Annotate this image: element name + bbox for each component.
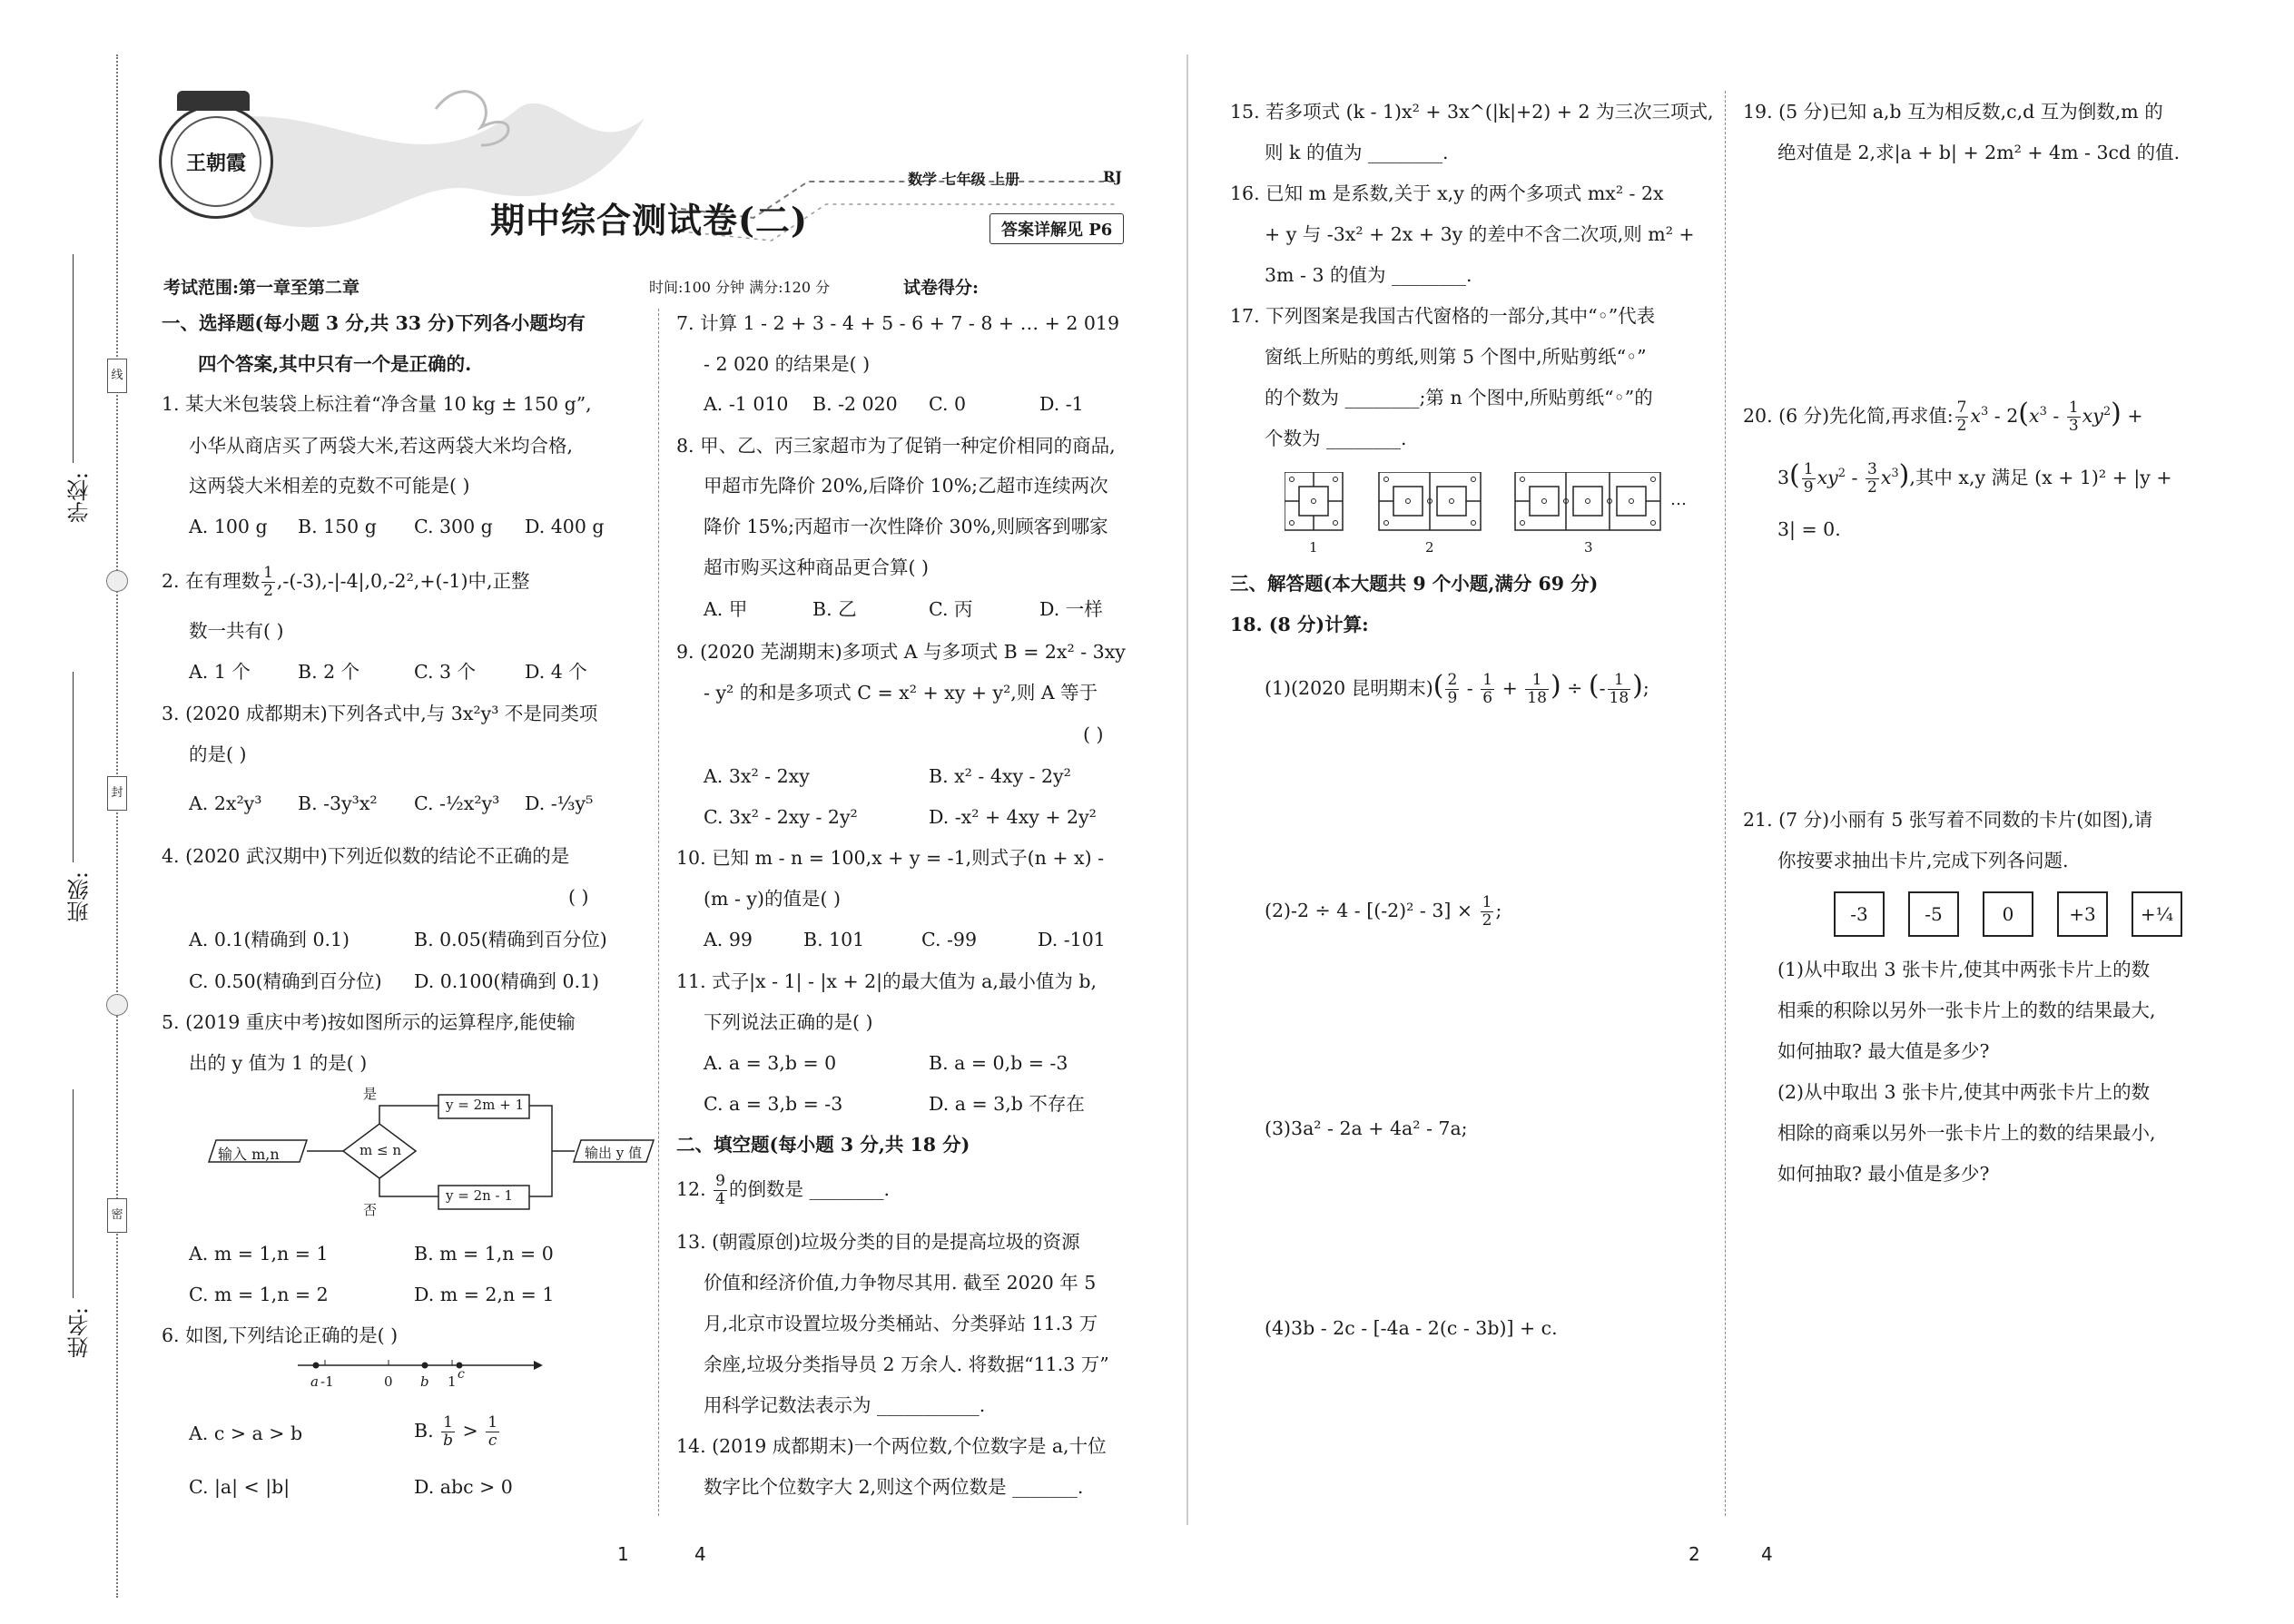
q10-option-a[interactable]: A. 99	[704, 929, 753, 950]
q5-option-a[interactable]: A. m = 1,n = 1	[189, 1243, 329, 1265]
column-divider	[658, 309, 659, 1516]
page-number-left-a: 1	[617, 1543, 629, 1565]
section1-title-line1: 一、选择题(每小题 3 分,共 33 分)下列各小题均有	[162, 312, 586, 334]
class-field-line[interactable]	[73, 672, 74, 862]
q3-option-d[interactable]: D. -⅓y⁵	[525, 792, 594, 814]
q9-option-b[interactable]: B. x² - 4xy - 2y²	[929, 765, 1071, 787]
q21-part1-line1: (1)从中取出 3 张卡片,使其中两张卡片上的数	[1777, 959, 2151, 980]
q9-line3: ( )	[1083, 723, 1104, 745]
q17-line4: 个数为 ________.	[1265, 428, 1407, 449]
q6-label-a: a	[310, 1373, 319, 1390]
q5-option-b[interactable]: B. m = 1,n = 0	[414, 1243, 554, 1265]
q21-part1-line3: 如何抽取? 最大值是多少?	[1777, 1040, 1990, 1062]
q18-part2: (2)-2 ÷ 4 - [(-2)² - 3] × $\frac{1}{2}$ ;	[1265, 893, 1502, 930]
q6-label-0: 0	[384, 1373, 393, 1390]
q9-line1: 9. (2020 芜湖期末)多项式 A 与多项式 B = 2x² - 3xy	[676, 641, 1126, 663]
page-number-right-b: 4	[1761, 1543, 1773, 1565]
q1-line1: 1. 某大米包装袋上标注着“净含量 10 kg ± 150 g”,	[162, 393, 592, 415]
q17-fig-label-1: 1	[1309, 539, 1318, 556]
q21-part2-line3: 如何抽取? 最小值是多少?	[1777, 1163, 1990, 1185]
q4-option-c[interactable]: C. 0.50(精确到百分位)	[189, 970, 382, 992]
q17-lattice-figures	[1285, 472, 1711, 536]
q6-label-1: 1	[448, 1373, 457, 1390]
q14-line1: 14. (2019 成都期末)一个两位数,个位数字是 a,十位	[676, 1435, 1107, 1457]
q5-line1: 5. (2019 重庆中考)按如图所示的运算程序,能使输	[162, 1011, 576, 1033]
q7-option-a[interactable]: A. -1 010	[704, 393, 789, 415]
q21-card-0[interactable]: 0	[1983, 891, 2033, 937]
q12-line	[676, 1173, 890, 1208]
q2-option-a[interactable]: A. 1 个	[189, 661, 251, 683]
q11-option-d[interactable]: D. a = 3,b 不存在	[929, 1093, 1085, 1115]
q8-line4: 超市购买这种商品更合算( )	[704, 556, 930, 578]
binding-hole-icon	[106, 994, 128, 1016]
q20-line3: 3| = 0.	[1777, 518, 1841, 540]
q13-line3: 月,北京市设置垃圾分类桶站、分类驿站 11.3 万	[704, 1313, 1098, 1334]
q12-text: 的倒数是 ________.	[728, 1178, 891, 1200]
q13-line5: 用科学记数法表示为 ___________.	[704, 1394, 986, 1416]
q6-label-c: c	[458, 1367, 465, 1382]
q8-option-c[interactable]: C. 丙	[929, 598, 973, 620]
q5-line2: 出的 y 值为 1 的是( )	[189, 1052, 368, 1074]
q4-option-d[interactable]: D. 0.100(精确到 0.1)	[414, 970, 600, 992]
q21-line2: 你按要求抽出卡片,完成下列各问题.	[1777, 850, 2069, 871]
q2-text-a: 2. 在有理数	[162, 570, 261, 592]
q7-option-c[interactable]: C. 0	[929, 393, 967, 415]
q1-line3: 这两袋大米相差的克数不可能是( )	[189, 475, 470, 497]
page-number-right-a: 2	[1689, 1543, 1700, 1565]
q17-fig-label-2: 2	[1425, 539, 1434, 556]
q7-option-b[interactable]: B. -2 020	[812, 393, 898, 415]
q2-line2: 数一共有( )	[189, 620, 284, 642]
q13-line1: 13. (朝霞原创)垃圾分类的目的是提高垃圾的资源	[676, 1231, 1080, 1253]
q21-part2-line2: 相除的商乘以另外一张卡片上的数的结果最小,	[1777, 1122, 2156, 1144]
q4-option-b[interactable]: B. 0.05(精确到百分位)	[414, 929, 607, 950]
q5-flow-no: 否	[363, 1202, 378, 1218]
page-number-left-b: 4	[694, 1543, 706, 1565]
q18-part1: (1)(2020 昆明期末)( $\frac{2}{9}$ - $\frac{1}{6}$ + $\frac{1}{18}$ ) ÷ (- $\frac{1}{18}$ );	[1265, 670, 1649, 707]
q8-option-a[interactable]: A. 甲	[704, 598, 748, 620]
q20-text-a: 20. (6 分)先化简,再求值:	[1743, 405, 1954, 427]
section3-title: 三、解答题(本大题共 9 个小题,满分 69 分)	[1230, 573, 1599, 595]
q21-line1: 21. (7 分)小丽有 5 张写着不同数的卡片(如图),请	[1743, 809, 2153, 831]
q5-option-c[interactable]: C. m = 1,n = 2	[189, 1284, 329, 1305]
q3-line2: 的是( )	[189, 743, 247, 765]
q20-line2: 3( $\frac{1}{9}$ $xy^2$ - $\frac{3}{2}$ $x^3$),其中 x,y 满足 (x + 1)² + |y +	[1777, 459, 2172, 497]
q9-line2: - y² 的和是多项式 C = x² + xy + y²,则 A 等于	[704, 682, 1098, 704]
q21-card-neg5[interactable]: -5	[1908, 891, 1959, 937]
q11-option-a[interactable]: A. a = 3,b = 0	[704, 1052, 837, 1074]
column-divider	[1725, 91, 1726, 1516]
q6-label-b: b	[420, 1373, 429, 1390]
q6-option-c[interactable]: C. |a| < |b|	[189, 1476, 290, 1498]
q11-line2: 下列说法正确的是( )	[704, 1011, 873, 1033]
q18-line1: 18. (8 分)计算:	[1230, 614, 1369, 635]
q6-option-d[interactable]: D. abc > 0	[414, 1476, 513, 1498]
name-field-line[interactable]	[73, 1089, 74, 1298]
q6-option-b[interactable]: B. $\frac{1}{b}$ > $\frac{1}{c}$	[414, 1413, 498, 1450]
q15-line1: 15. 若多项式 (k - 1)x² + 3x^(|k|+2) + 2 为三次三项式,	[1230, 101, 1714, 123]
q21-card-pos-quarter[interactable]: +¼	[2132, 891, 2182, 937]
q18-part1-label: (1)(2020 昆明期末)	[1265, 677, 1433, 699]
section1-title-line2: 四个答案,其中只有一个是正确的.	[198, 353, 472, 375]
answer-reference: 答案详解见 P6	[989, 213, 1124, 244]
q1-option-c[interactable]: C. 300 g	[414, 516, 493, 537]
score-label: 试卷得分:	[903, 278, 980, 298]
edition-badge: RJ	[1103, 168, 1122, 185]
q8-line2: 甲超市先降价 20%,后降价 10%;乙超市连续两次	[704, 475, 1108, 497]
q14-line2: 数字比个位数字大 2,则这个两位数是 _______.	[704, 1476, 1084, 1498]
logo-seal-icon	[159, 104, 273, 219]
q1-line2: 小华从商店买了两袋大米,若这两袋大米均合格,	[189, 435, 574, 457]
q5-flow-yes: 是	[363, 1086, 378, 1102]
time-score: 时间:100 分钟 满分:120 分	[649, 279, 831, 296]
q5-flow-bottom-box: y = 2n - 1	[446, 1187, 513, 1204]
q6-option-a[interactable]: A. c > a > b	[189, 1422, 303, 1444]
q6-line1: 6. 如图,下列结论正确的是( )	[162, 1324, 399, 1346]
q3-option-b[interactable]: B. -3y³x²	[298, 792, 378, 814]
q21-card-pos3[interactable]: +3	[2057, 891, 2108, 937]
q5-option-d[interactable]: D. m = 2,n = 1	[414, 1284, 555, 1305]
q13-line4: 余座,垃圾分类指导员 2 万余人. 将数据“11.3 万”	[704, 1353, 1109, 1375]
q13-line2: 价值和经济价值,力争物尽其用. 截至 2020 年 5	[704, 1272, 1097, 1294]
q9-option-a[interactable]: A. 3x² - 2xy	[704, 765, 810, 787]
q11-option-c[interactable]: C. a = 3,b = -3	[704, 1093, 843, 1115]
q19-line1: 19. (5 分)已知 a,b 互为相反数,c,d 互为倒数,m 的	[1743, 101, 2163, 123]
logo-crown-icon	[177, 91, 250, 111]
q9-option-c[interactable]: C. 3x² - 2xy - 2y²	[704, 806, 858, 828]
q17-line3: 的个数为 ________;第 n 个图中,所贴剪纸“◦”的	[1265, 387, 1653, 408]
q1-option-a[interactable]: A. 100 g	[189, 516, 268, 537]
q17-line1: 17. 下列图案是我国古代窗格的一部分,其中“◦”代表	[1230, 305, 1656, 327]
q18-part4: (4)3b - 2c - [-4a - 2(c - 3b)] + c.	[1265, 1317, 1558, 1339]
q12-frac-den: 4	[715, 1190, 725, 1208]
q20-text-b: ,其中 x,y 满足 (x + 1)² + |y +	[1909, 467, 2172, 488]
q4-line1: 4. (2020 武汉期中)下列近似数的结论不正确的是	[162, 845, 570, 867]
q2-frac-num: 1	[263, 564, 273, 582]
q6-option-b-label: B.	[414, 1420, 434, 1442]
q17-line2: 窗纸上所贴的剪纸,则第 5 个图中,所贴剪纸“◦”	[1265, 346, 1647, 368]
q3-line1: 3. (2020 成都期末)下列各式中,与 3x²y³ 不是同类项	[162, 703, 598, 724]
q18-part2-text: (2)-2 ÷ 4 - [(-2)² - 3] ×	[1265, 900, 1473, 921]
q21-part1-line2: 相乘的积除以另外一张卡片上的数的结果最大,	[1777, 999, 2156, 1021]
q3-option-a[interactable]: A. 2x²y³	[189, 792, 262, 814]
school-field-line[interactable]	[73, 254, 74, 463]
q7-line1: 7. 计算 1 - 2 + 3 - 4 + 5 - 6 + 7 - 8 + … + 2 019	[676, 312, 1120, 334]
q16-line2: + y 与 -3x² + 2x + 3y 的差中不含二次项,则 m² +	[1265, 223, 1695, 245]
q10-line1: 10. 已知 m - n = 100,x + y = -1,则式子(n + x) -	[676, 847, 1105, 869]
section2-title: 二、填空题(每小题 3 分,共 18 分)	[676, 1134, 970, 1156]
q8-option-b[interactable]: B. 乙	[812, 598, 857, 620]
q5-flow-output: 输出 y 值	[585, 1145, 643, 1161]
q10-option-b[interactable]: B. 101	[803, 929, 865, 950]
q10-option-d[interactable]: D. -101	[1038, 929, 1106, 950]
q4-option-a[interactable]: A. 0.1(精确到 0.1)	[189, 929, 350, 950]
q12-frac-num: 9	[715, 1172, 725, 1190]
q15-line2: 则 k 的值为 ________.	[1265, 142, 1449, 163]
q21-card-neg3[interactable]: -3	[1834, 891, 1885, 937]
exam-scope: 考试范围:第一章至第二章	[163, 278, 360, 298]
q2-option-c[interactable]: C. 3 个	[414, 661, 477, 683]
q16-line1: 16. 已知 m 是系数,关于 x,y 的两个多项式 mx² - 2x	[1230, 182, 1664, 204]
q21-part2-line1: (2)从中取出 3 张卡片,使其中两张卡片上的数	[1777, 1081, 2151, 1103]
q17-fig-label-3: 3	[1584, 539, 1593, 556]
q1-option-d[interactable]: D. 400 g	[525, 516, 605, 537]
q5-flow-top-box: y = 2m + 1	[446, 1097, 524, 1113]
name-label: 姓名:	[67, 1307, 93, 1359]
page-title: 期中综合测试卷(二)	[490, 200, 808, 241]
q2-option-d[interactable]: D. 4 个	[525, 661, 587, 683]
q4-line2: ( )	[568, 886, 589, 908]
q2-text-b: ,-(-3),-|-4|,0,-2²,+(-1)中,正整	[276, 570, 530, 592]
q9-option-d[interactable]: D. -x² + 4xy + 2y²	[929, 806, 1097, 828]
q19-line2: 绝对值是 2,求|a + b| + 2m² + 4m - 3cd 的值.	[1777, 142, 2181, 163]
q12-number: 12.	[676, 1178, 706, 1200]
q2-option-b[interactable]: B. 2 个	[298, 661, 360, 683]
q16-line3: 3m - 3 的值为 ________.	[1265, 264, 1472, 286]
q7-line2: - 2 020 的结果是( )	[704, 353, 871, 375]
class-label: 班级:	[67, 871, 93, 923]
q8-line3: 降价 15%;丙超市一次性降价 30%,则顾客到哪家	[704, 516, 1108, 537]
q11-line1: 11. 式子|x - 1| - |x + 2|的最大值为 a,最小值为 b,	[676, 970, 1097, 992]
school-label: 学校:	[67, 472, 93, 524]
q5-flow-condition: m ≤ n	[359, 1142, 401, 1158]
q7-option-d[interactable]: D. -1	[1039, 393, 1084, 415]
binding-hole-icon	[106, 570, 128, 592]
page-divider	[1186, 54, 1188, 1525]
q8-option-d[interactable]: D. 一样	[1039, 598, 1103, 620]
subject-line: 数学 七年级 上册	[908, 171, 1020, 188]
seal-label-mi: 密	[107, 1198, 127, 1233]
q18-part3: (3)3a² - 2a + 4a² - 7a;	[1265, 1117, 1468, 1139]
q10-line2: (m - y)的值是( )	[704, 888, 841, 910]
q2-frac-den: 2	[263, 582, 273, 600]
q1-option-b[interactable]: B. 150 g	[298, 516, 377, 537]
q5-flow-input: 输入 m,n	[218, 1146, 280, 1163]
q11-option-b[interactable]: B. a = 0,b = -3	[929, 1052, 1068, 1074]
q2-fraction	[261, 565, 275, 600]
q8-line1: 8. 甲、乙、丙三家超市为了促销一种定价相同的商品,	[676, 435, 1116, 457]
logo-text: 王朝霞	[171, 116, 261, 207]
q6-label-neg1: -1	[320, 1373, 334, 1390]
q2-line1	[162, 565, 529, 600]
q3-option-c[interactable]: C. -½x²y³	[414, 792, 500, 814]
q20-line1: 20. (6 分)先化简,再求值: $\frac{7}{2}$ $x^3 - 2(x^3$ - $\frac{1}{3}$ $xy^2$) +	[1743, 398, 2143, 435]
q17-ellipsis: …	[1670, 490, 1687, 509]
q10-option-c[interactable]: C. -99	[921, 929, 977, 950]
binding-line	[116, 54, 118, 1598]
seal-label-xian: 线	[107, 359, 127, 393]
seal-label-feng: 封	[107, 776, 127, 811]
